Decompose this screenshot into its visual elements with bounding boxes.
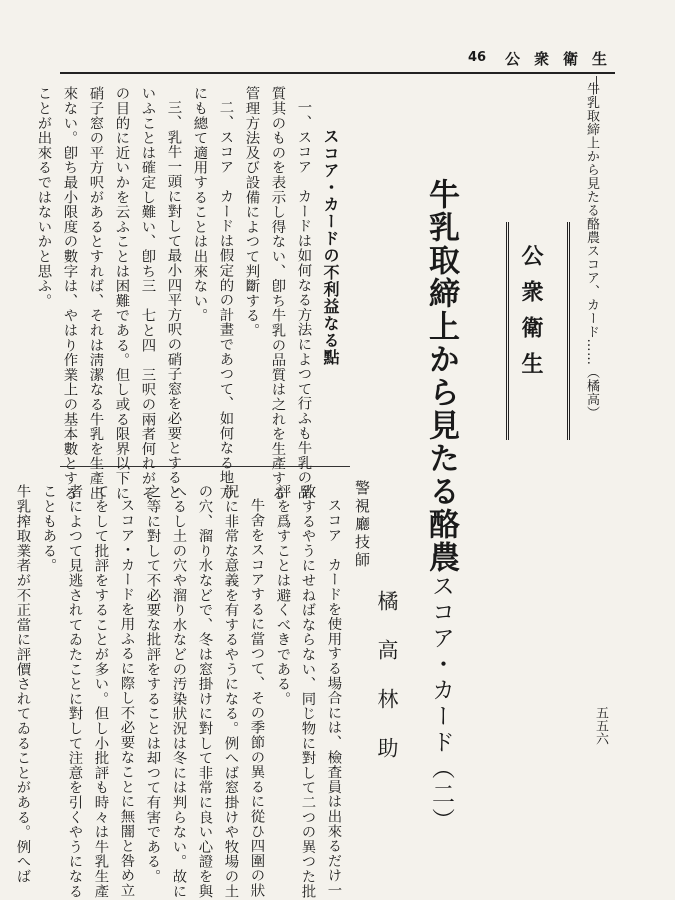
body-line: 況に非常な意義を有するやうになる。例へば窓掛けや牧場の土 bbox=[222, 484, 239, 899]
article-title-kana: スコア・カード（二） bbox=[428, 574, 454, 834]
author-affiliation: 警視廳技師 bbox=[353, 480, 371, 570]
page-number: 46 bbox=[468, 50, 487, 65]
header-rule bbox=[60, 72, 615, 74]
body-line: こともある。 bbox=[40, 484, 57, 573]
body-line: の穴、溜り水などで、冬は窓掛けに對して非常に良い心證を與 bbox=[196, 484, 213, 899]
body-line: へるし土の穴や溜り水などの汚染狀況は冬には判らない。故に bbox=[170, 484, 187, 899]
body-line: てをして批評をすることが多い。但し小批評も時々は牛乳生產 bbox=[92, 484, 109, 899]
body-line: 牛乳搾取業者が不正當に評價されてゐることがある。例へば bbox=[14, 484, 31, 884]
body-line: 質其のものを表示し得ない、卽ち牛乳の品質は之れを生產する bbox=[269, 86, 286, 501]
category-label: 公衆衛生 bbox=[518, 244, 544, 388]
body-line: いふことは確定し難い、卽ち三 七と四 三呎の兩者何れがそ bbox=[139, 86, 156, 501]
body-line: 牛舍をスコアするに當つて、その季節の異るに從ひ四圍の狀 bbox=[248, 498, 265, 898]
body-line: スコア カードを使用する場合には、檢査員は出來るだけ一 bbox=[325, 498, 342, 898]
body-line: 來ない。卽ち最小限度の數字は、やはり作業上の基本數とする bbox=[61, 86, 78, 501]
author-name: 橘高林助 bbox=[375, 590, 399, 786]
body-line: 三、乳牛一頭に對して最小四平方呎の硝子窓を必要とすると bbox=[165, 100, 182, 500]
section-heading: スコア・カードの不利益なる點 bbox=[321, 128, 340, 366]
side-page-number: 五五六 bbox=[593, 706, 608, 745]
body-line: 二、スコア カードは假定的の計畫であつて、如何なる地方 bbox=[217, 100, 234, 500]
body-line: 評を爲すことは避くべきである。 bbox=[274, 484, 291, 706]
body-line: の目的に近いかを云ふことは困難である。但し或る限界以下に bbox=[113, 86, 130, 501]
body-line: 硝子窓の平方呎があるとすれば、それは淸潔なる牛乳を生產出 bbox=[87, 86, 104, 501]
article-title-main: 牛乳取締上から見たる酪農 bbox=[423, 178, 459, 574]
article-title bbox=[423, 178, 459, 834]
body-line: にも總て適用することは出來ない。 bbox=[191, 86, 208, 323]
body-line: ことが出來るではないかと思ふ。 bbox=[35, 86, 52, 308]
running-head: 牛乳取締上から見たる酪農スコア、カード……（橘高） bbox=[584, 82, 599, 420]
body-line: 致するやうにせねばならない、同じ物に對して二つの異つた批 bbox=[299, 484, 316, 899]
body-line: 一、スコア カードは如何なる方法によつて行ふも牛乳の品 bbox=[295, 100, 312, 500]
body-line: 者によつて見逃されてゐたことに對して注意を引くやうになる bbox=[66, 484, 83, 899]
body-line: スコア・カードを用ふるに際し不必要なことに無闇と咎め立 bbox=[118, 498, 135, 898]
body-line: 管理方法及び設備によつて判斷する。 bbox=[243, 86, 260, 338]
body-line: 之等に對して不必要な批評をすることは却つて有害である。 bbox=[144, 484, 161, 884]
journal-name: 公衆衛生 bbox=[505, 50, 622, 68]
